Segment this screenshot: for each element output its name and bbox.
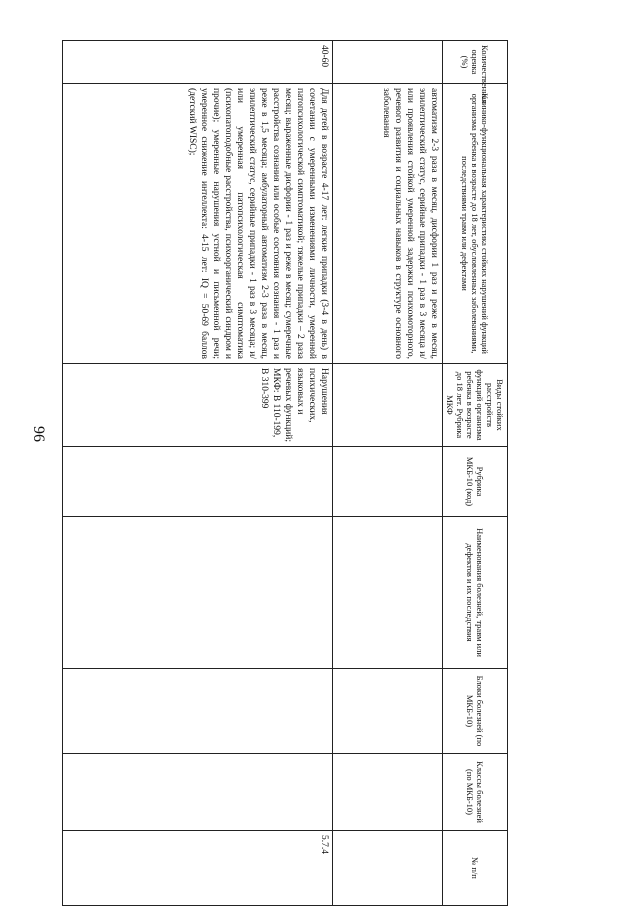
header-num: № п/п [443,831,508,906]
row1-diseases [333,517,443,669]
row1-code [333,447,443,517]
header-code: Рубрика МКБ-10 (код) [443,447,508,517]
header-classes: Классы болезней (по МКБ-10) [443,754,508,831]
table-row [333,41,443,906]
table-row [63,41,333,906]
header-blocks: Блоки болезней (по МКБ-10) [443,669,508,754]
table-rotation [62,40,508,905]
row1-types [333,364,443,447]
row2-diseases [63,517,333,669]
table-container [62,40,508,905]
row1-characteristics: автоматизм 2-3 раза в месяц, дисфории 1 раз и реже в месяц, эпилептический статус, серийные припадки - 1 раз в 3 месяца и/или проявления стойкой умеренной задержки психомоторного, речевого развития и социальных навыков в структуре основного заболевания [333,84,443,364]
header-row [443,41,508,906]
row2-types: Нарушения психических, языковых и речевых функций; МКФ: В 110-199, В 310-399 [63,364,333,447]
row2-code [63,447,333,517]
criteria-table [62,40,508,906]
header-types: Виды стойких расстройств функций организма ребенка в возрасте до 18 лет. Рубрика МКФ [443,364,508,447]
header-diseases: Наименования болезней, травм или дефектов и их последствия [443,517,508,669]
row2-rating: 40-60 [63,41,333,84]
header-characteristics: Клинико-функциональная характеристика стойких нарушений функций организма ребенка в возрасте до 18 лет, обусловленных заболеваниями, последствиями травм или дефектами [443,84,508,364]
row1-classes [333,754,443,831]
row1-num [333,831,443,906]
row1-blocks [333,669,443,754]
row2-blocks [63,669,333,754]
row2-classes [63,754,333,831]
row1-rating [333,41,443,84]
page-number: 96 [30,426,47,442]
header-rating: Количественная оценка (%) [443,41,508,84]
row2-characteristics: Для детей в возрасте 4-17 лет: легкие припадки (3-4 в день) в сочетании с умеренными изменениями личности, умеренной патопсихологической симптоматикой; тяжелые припадки – 2 раза месяц; выраженные дисфории - 1 раз и реже в месяц; сумеречные расстройства сознания или особые состояния сознания - 1 раз и реже в 1,5 месяца; амбулаторный автоматизм 2-3 раза в месяц, эпилептический статус, серийные припадки - 1 раз в 3 месяца; и/или умеренная патопсихологическая симптоматика (психопатоподобные расстройства, психоорганический синдром и прочие); умеренные нарушения устной и письменной речи; умеренное снижение интеллекта: 4-15 лет: IQ = 50-69 баллов (детский WISC); [63,84,333,364]
row2-num: 5.7.4 [63,831,333,906]
